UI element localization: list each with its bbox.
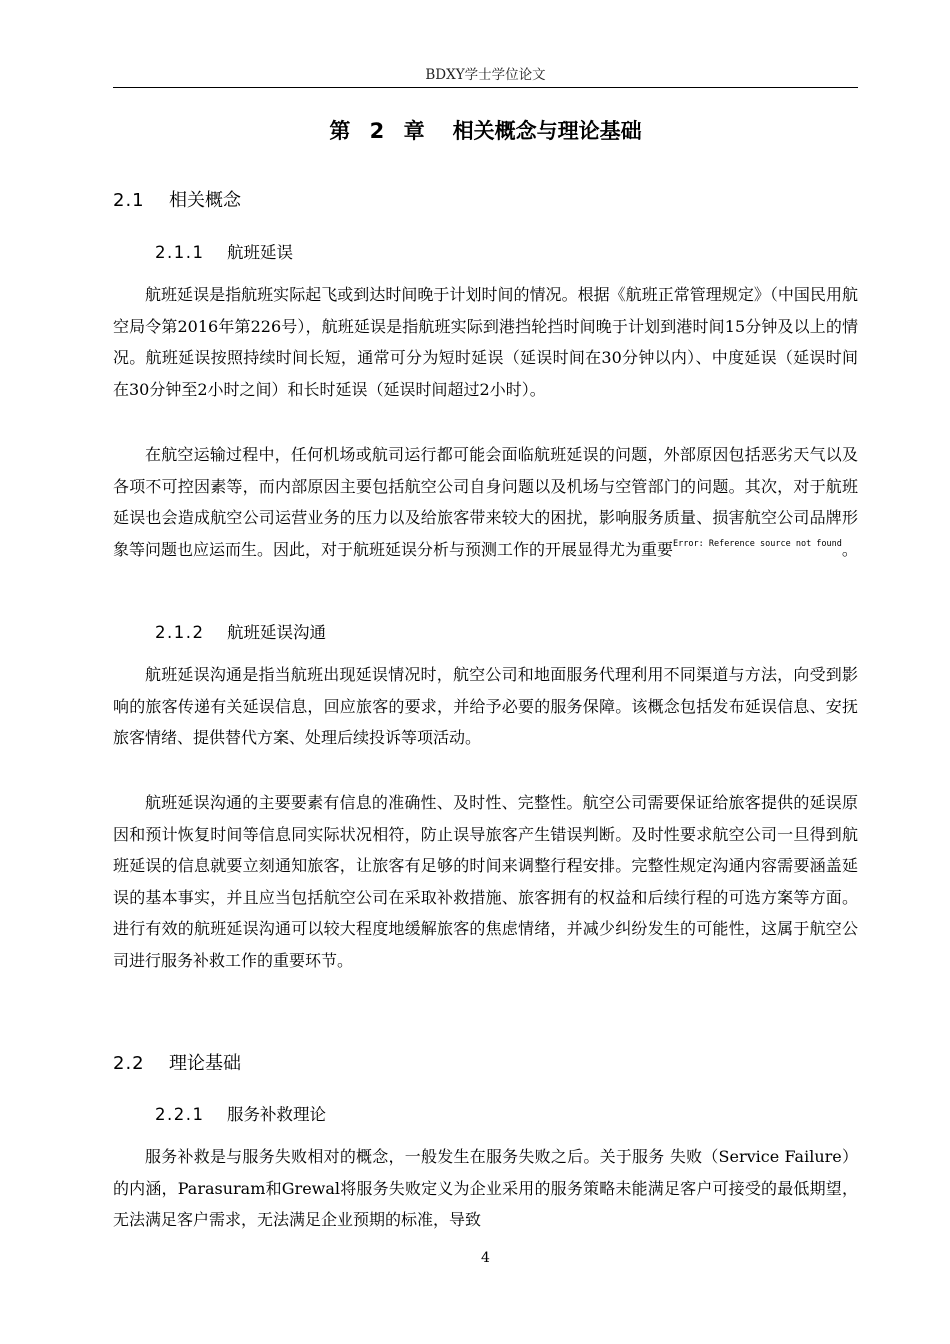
- subsection-heading-2-2-1: [155, 1103, 326, 1127]
- subsection-number: 2.1.1: [155, 243, 205, 262]
- chapter-title: [113, 116, 858, 146]
- paragraph-flight-delay-causes: [113, 439, 858, 565]
- section-heading-2-1: [113, 188, 241, 214]
- section-title: 相关概念: [169, 190, 241, 211]
- subsection-number: 2.1.2: [155, 623, 205, 642]
- header-rule: [113, 87, 858, 88]
- subsection-title: 服务补救理论: [227, 1105, 326, 1124]
- paragraph-end: 。: [841, 539, 858, 559]
- paragraph-delay-communication-elements: 航班延误沟通的主要要素有信息的准确性、及时性、完整性。航空公司需要保证给旅客提供的延误原因和预计恢复时间等信息同实际状况相符，防止误导旅客产生错误判断。及时性要求航空公司一旦得到航班延误的信息就要立刻通知旅客，让旅客有足够的时间来调整行程安排。完整性规定沟通内容需要涵盖延误的基本事实，并且应当包括航空公司在采取补救措施、旅客拥有的权益和后续行程的可选方案等方面。进行有效的航班延误沟通可以较大程度地缓解旅客的焦虑情绪，并减少纠纷发生的可能性，这属于航空公司进行服务补救工作的重要环节。: [113, 793, 858, 970]
- subsection-number: 2.2.1: [155, 1105, 205, 1124]
- subsection-title: 航班延误沟通: [227, 623, 326, 642]
- section-number: 2.1: [113, 190, 145, 211]
- paragraph-delay-communication-definition: 航班延误沟通是指当航班出现延误情况时，航空公司和地面服务代理利用不同渠道与方法，向受到影响的旅客传递有关延误信息，回应旅客的要求，并给予必要的服务保障。该概念包括发布延误信息、安抚旅客情绪、提供替代方案、处理后续投诉等项活动。: [113, 665, 858, 747]
- subsection-title: 航班延误: [227, 243, 293, 262]
- subsection-heading-2-1-1: [155, 241, 293, 265]
- paragraph-text: 在航空运输过程中，任何机场或航司运行都可能会面临航班延误的问题，外部原因包括恶劣天气以及各项不可控因素等，而内部原因主要包括航空公司自身问题以及机场与空管部门的问题。其次，对于航班延误也会造成航空公司运营业务的压力以及给旅客带来较大的困扰，影响服务质量、损害航空公司品牌形象等问题也应运而生。因此，对于航班延误分析与预测工作的开展显得尤为重要: [113, 445, 858, 559]
- chapter-title-text: 相关概念与理论基础: [452, 119, 642, 143]
- chapter-number: 第 2 章: [329, 119, 431, 143]
- page-number: 4: [481, 1250, 490, 1266]
- reference-error: Error: Reference source not found: [673, 538, 842, 549]
- paragraph-flight-delay-definition: 航班延误是指航班实际起飞或到达时间晚于计划时间的情况。根据《航班正常管理规定》（中国民用航空局令第2016年第226号），航班延误是指航班实际到港挡轮挡时间晚于计划到港时间15分钟及以上的情况。航班延误按照持续时间长短，通常可分为短时延误（延误时间在30分钟以内）、中度延误（延误时间在30分钟至2小时之间）和长时延误（延误时间超过2小时）。: [113, 285, 858, 399]
- section-number: 2.2: [113, 1053, 145, 1074]
- subsection-heading-2-1-2: [155, 621, 326, 645]
- section-heading-2-2: [113, 1051, 241, 1077]
- section-title: 理论基础: [169, 1053, 241, 1074]
- running-header: BDXY学士学位论文: [425, 67, 546, 83]
- paragraph-service-recovery-theory: 服务补救是与服务失败相对的概念，一般发生在服务失败之后。关于服务 失败（Service Failure）的内涵，Parasuram和Grewal将服务失败定义为企业采用的服务策略未能满足客户可接受的最低期望，无法满足客户需求，无法满足企业预期的标准，导致: [113, 1147, 858, 1229]
